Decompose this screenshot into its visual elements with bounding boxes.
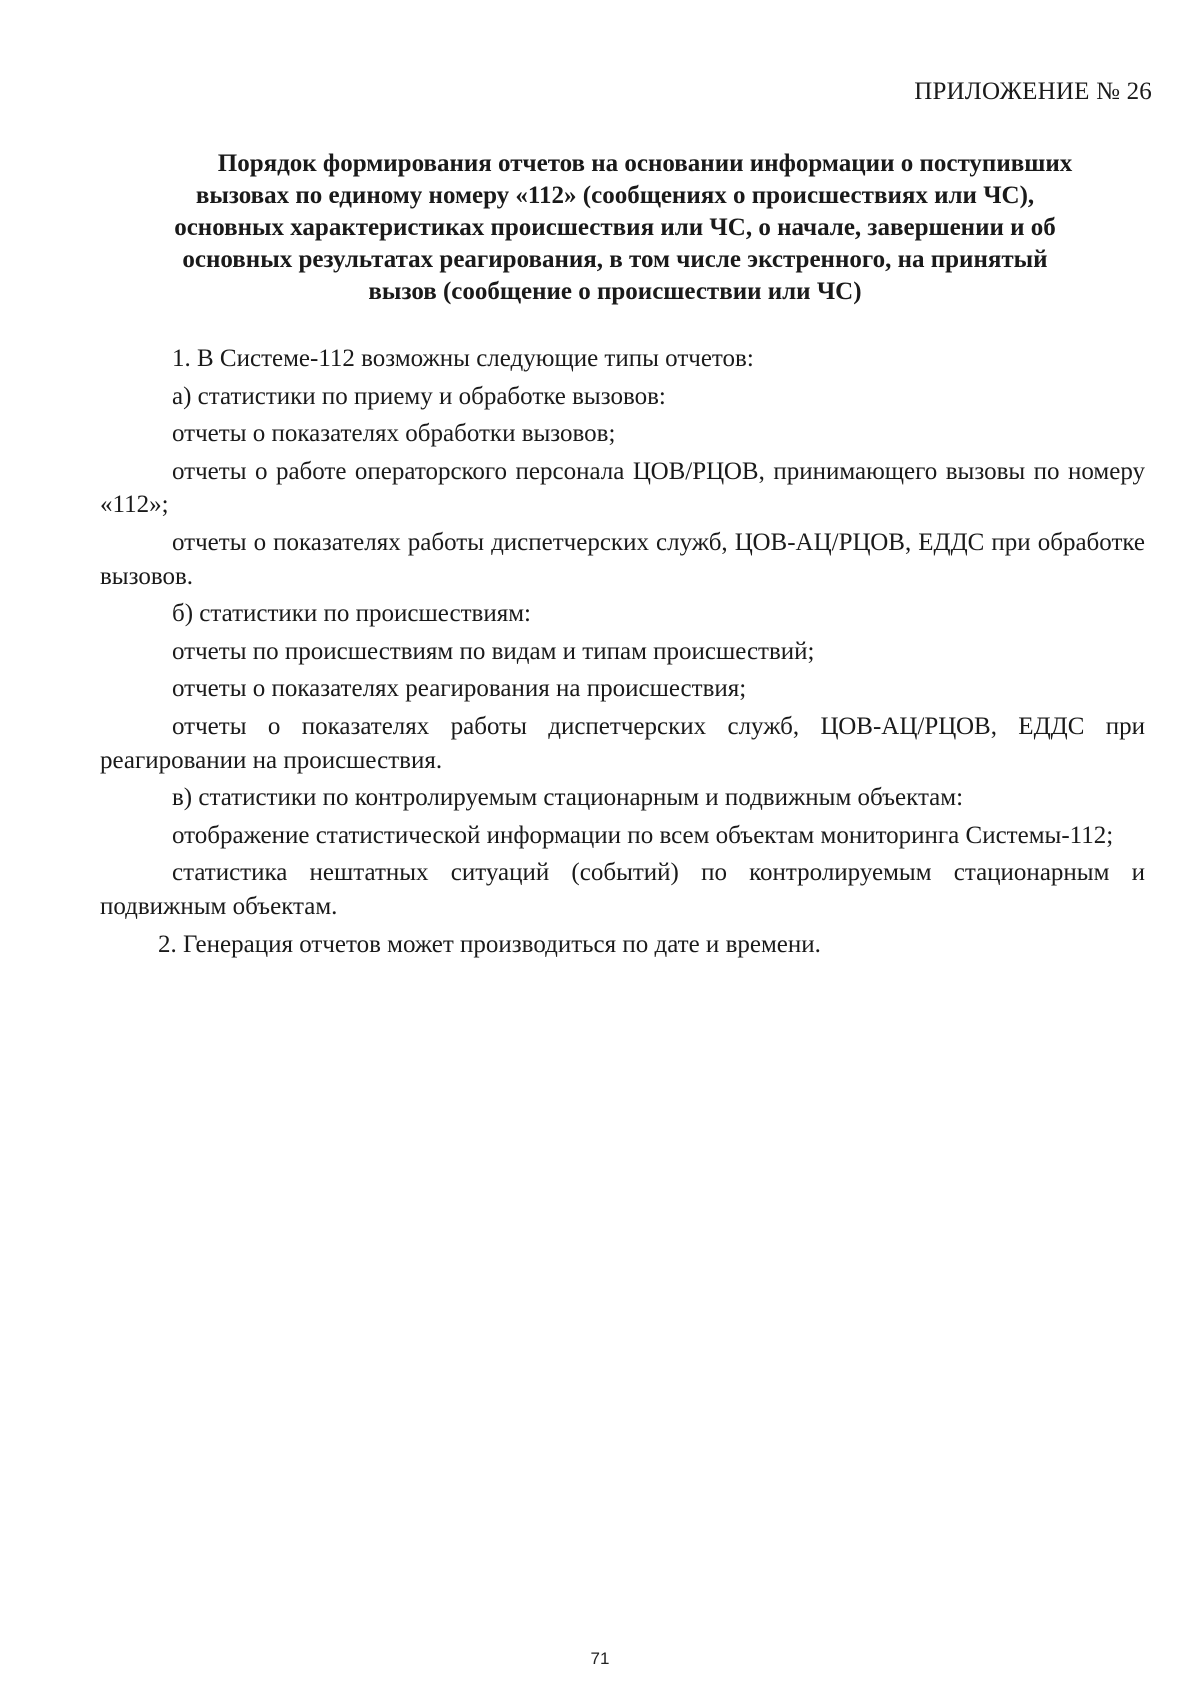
title-line: вызов (сообщение о происшествии или ЧС)	[368, 278, 862, 305]
paragraph: отчеты о показателях реагирования на происшествия;	[172, 675, 747, 703]
paragraph: отчеты о работе операторского персонала ЦОВ/РЦОВ, принимающего вызовы по номеру «112»;	[100, 457, 1145, 519]
appendix-label: ПРИЛОЖЕНИЕ № 26	[914, 78, 1152, 105]
paragraph-report-generation: 2. Генерация отчетов может производиться по дате и времени.	[158, 930, 821, 958]
paragraph-item-v: в) статистики по контролируемым стационарным и подвижным объектам:	[172, 784, 964, 812]
title-line: Порядок формирования отчетов на основании информации о поступивших	[217, 150, 1073, 177]
paragraph-item-a: а) статистики по приему и обработке вызовов:	[172, 382, 666, 410]
paragraph-report-types: 1. В Системе-112 возможны следующие типы отчетов:	[172, 345, 754, 372]
title-line: основных характеристиках происшествия или ЧС, о начале, завершении и об	[174, 214, 1056, 241]
document-body	[100, 342, 1145, 965]
paragraph: отчеты о показателях работы диспетчерских служб, ЦОВ-АЦ/РЦОВ, ЕДДС при обработке вызовов.	[100, 528, 1145, 590]
title-line: вызовах по единому номеру «112» (сообщениях о происшествиях или ЧС),	[195, 182, 1035, 209]
document-title	[110, 148, 1120, 308]
paragraph: отчеты по происшествиям по видам и типам происшествий;	[172, 637, 815, 665]
paragraph-item-b: б) статистики по происшествиям:	[172, 600, 531, 628]
page-number: 71	[590, 1649, 610, 1668]
paragraph: статистика нештатных ситуаций (событий) по контролируемым стационарным и подвижным объектам.	[100, 859, 1145, 920]
paragraph: отчеты о показателях работы диспетчерских служб, ЦОВ-АЦ/РЦОВ, ЕДДС при реагировании на происшествия.	[100, 712, 1145, 774]
paragraph: отображение статистической информации по всем объектам мониторинга Системы-112;	[172, 821, 1114, 849]
paragraph: отчеты о показателях обработки вызовов;	[172, 420, 616, 448]
title-line: основных результатах реагирования, в том числе экстренного, на принятый	[182, 246, 1048, 273]
